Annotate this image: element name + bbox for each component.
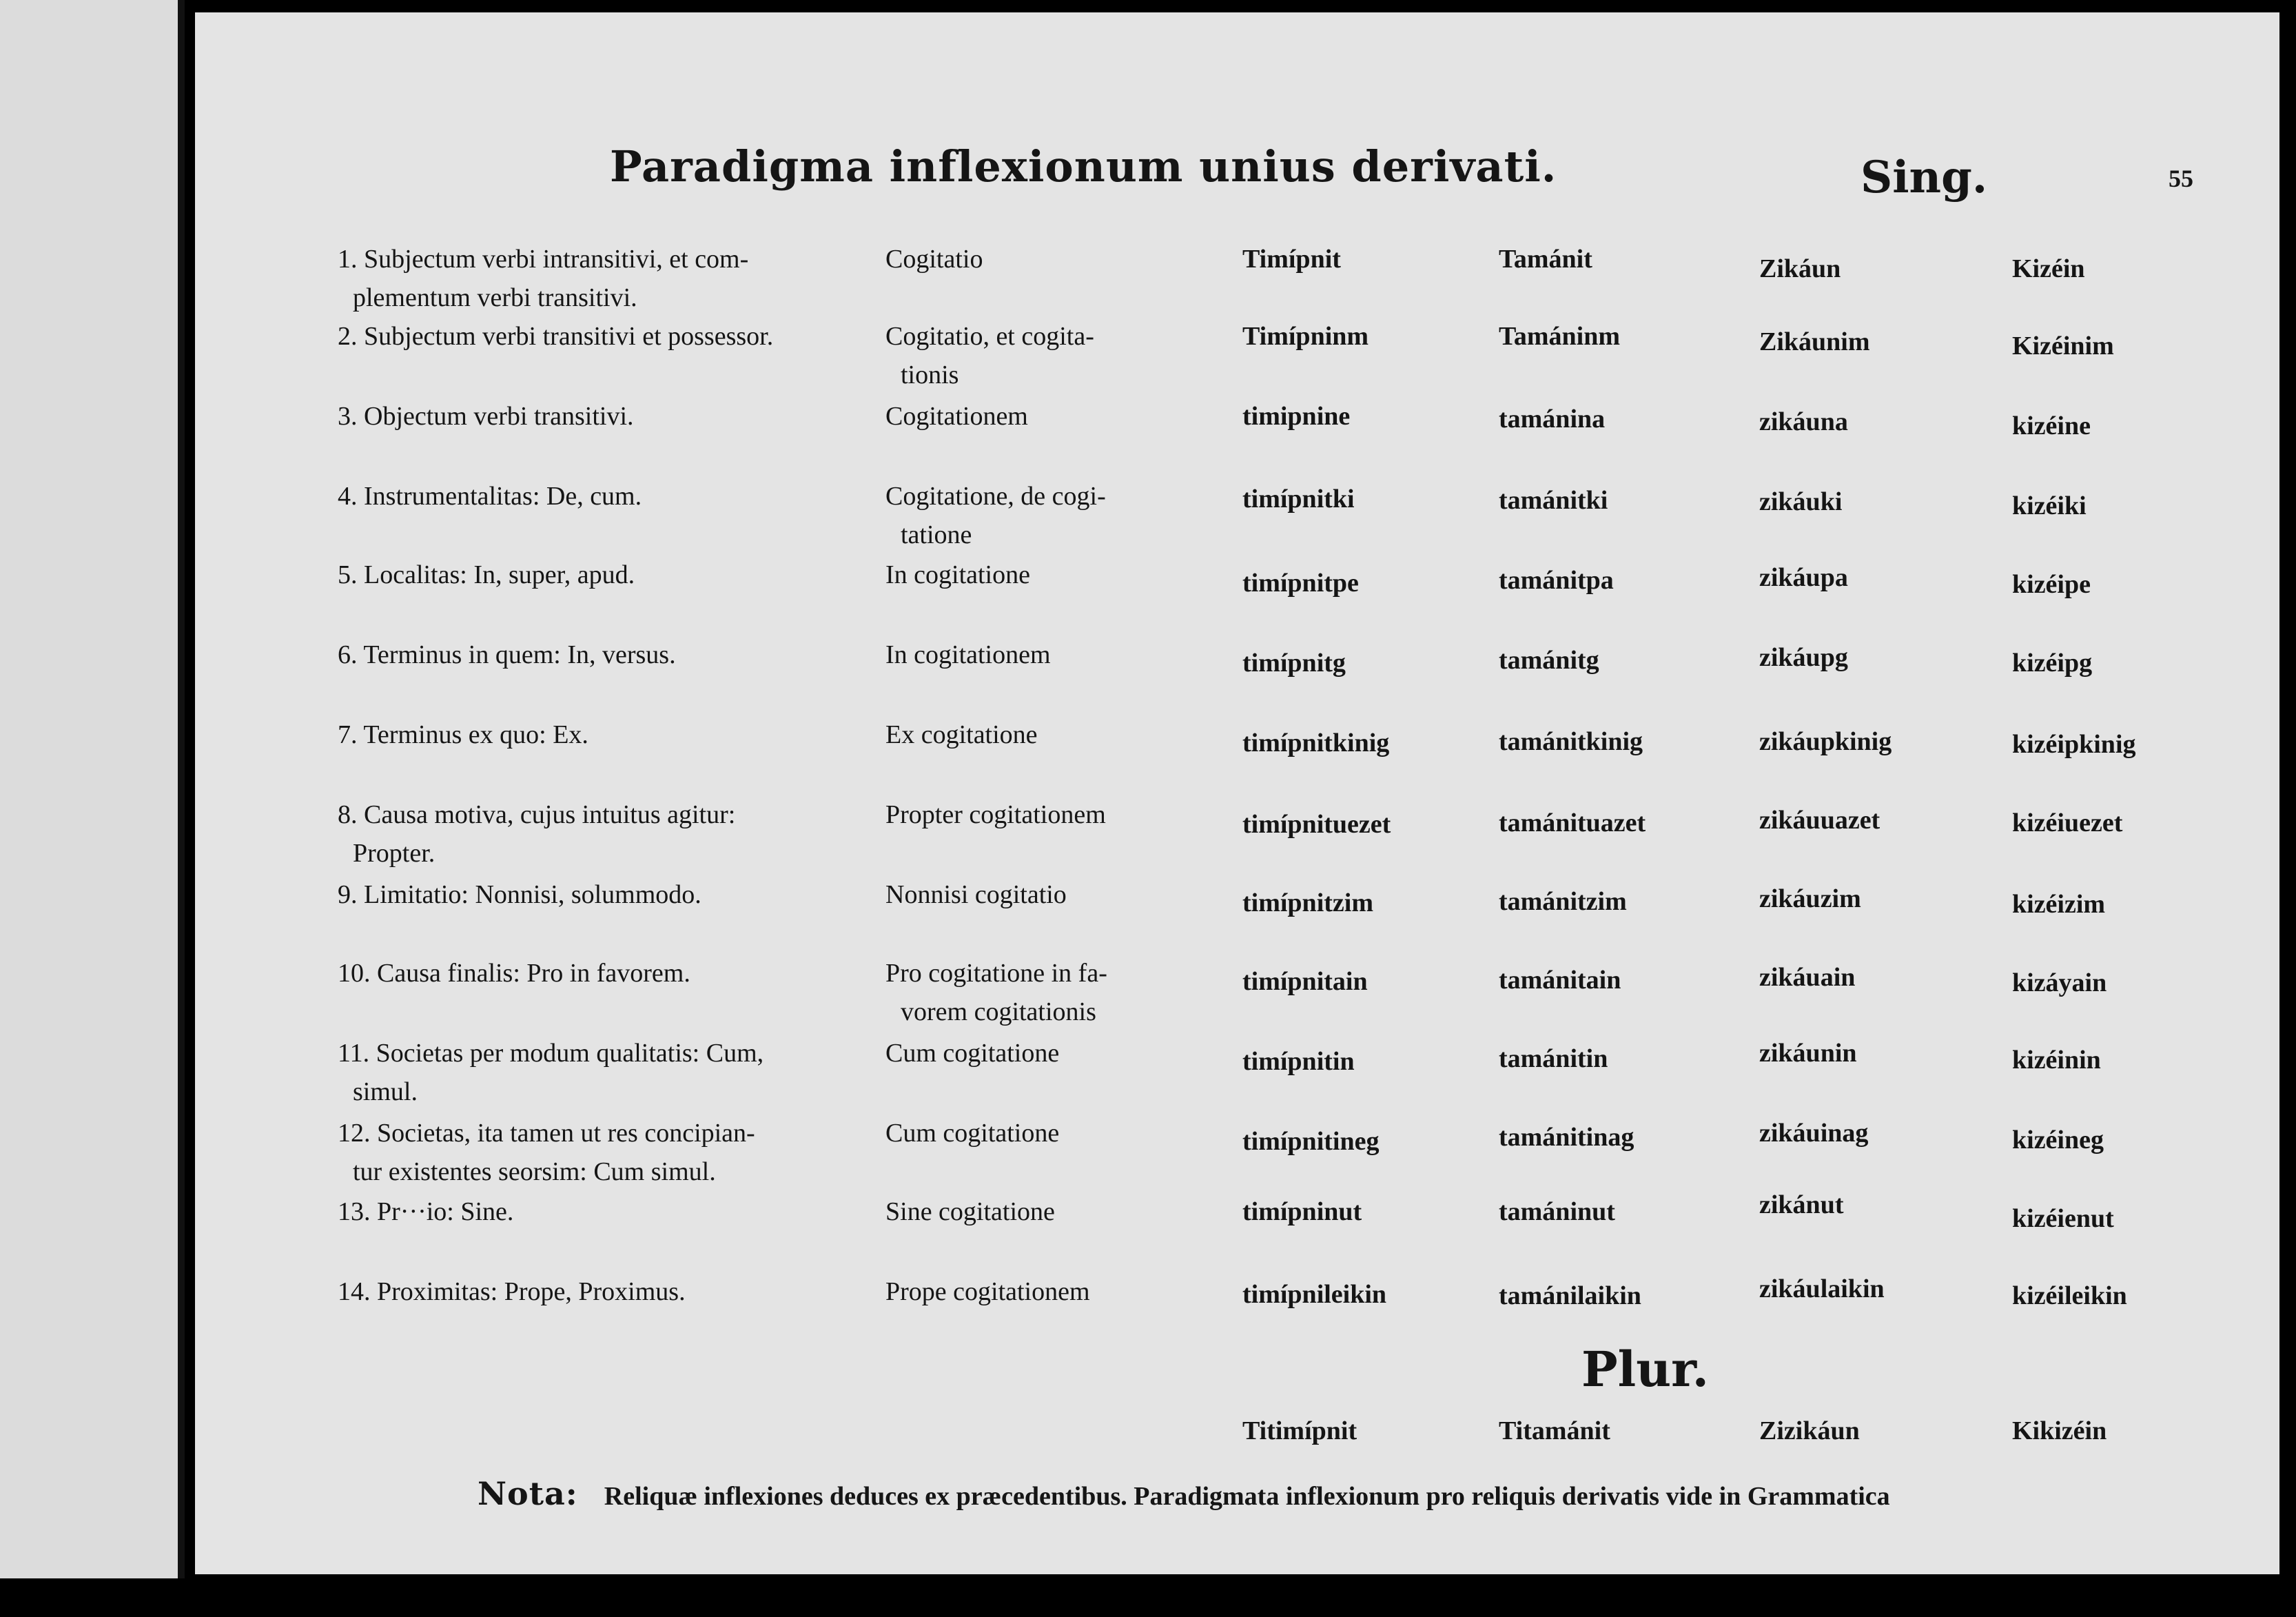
latin-gloss-line: Sine cogitatione <box>885 1197 1055 1226</box>
case-description <box>338 1114 755 1191</box>
latin-gloss-line: Cogitatio <box>885 245 983 274</box>
case-description-line: 3. Objectum verbi transitivi. <box>338 402 634 431</box>
form-cell: tamánitinag <box>1499 1123 1634 1152</box>
form-cell: zikáuuazet <box>1759 806 1880 835</box>
case-description-line: 9. Limitatio: Nonnisi, solummodo. <box>338 880 701 909</box>
form-cell: timipnine <box>1242 402 1351 431</box>
latin-gloss-line: Cum cogitatione <box>885 1119 1060 1148</box>
latin-gloss <box>885 954 1107 1031</box>
form-cell: zikáupa <box>1759 563 1848 592</box>
form-cell: zikáunin <box>1759 1039 1857 1068</box>
form-cell: tamánitki <box>1499 486 1608 515</box>
latin-gloss <box>885 875 1067 914</box>
latin-gloss-line: Pro cogitatione in fa- <box>885 959 1107 988</box>
form-cell: kizéinin <box>2012 1046 2101 1075</box>
plural-form-1: Titimípnit <box>1242 1416 1357 1445</box>
form-cell: kizéine <box>2012 411 2091 440</box>
case-description <box>338 1034 763 1111</box>
latin-gloss <box>885 317 1094 394</box>
form-cell: timípnileikin <box>1242 1280 1387 1309</box>
form-cell: tamánina <box>1499 405 1606 434</box>
latin-gloss-line: Prope cogitationem <box>885 1277 1090 1306</box>
case-description-line: 1. Subjectum verbi intransitivi, et com- <box>338 245 749 274</box>
latin-gloss-line: Cogitatione, de cogi- <box>885 482 1106 511</box>
latin-gloss-line: Propter cogitationem <box>885 800 1106 829</box>
form-cell: kizáyain <box>2012 968 2107 997</box>
case-description <box>338 875 701 914</box>
case-description-line: Propter. <box>353 839 435 868</box>
form-cell: Kizéinim <box>2012 332 2114 360</box>
case-description-line: 5. Localitas: In, super, apud. <box>338 560 635 589</box>
latin-gloss <box>885 1034 1059 1072</box>
latin-gloss-line: Cum cogitatione <box>885 1039 1060 1068</box>
page-number: 55 <box>2169 165 2193 192</box>
latin-gloss-line: Cogitatio, et cogita- <box>885 322 1094 351</box>
form-cell: zikáulaikin <box>1759 1274 1885 1303</box>
plural-form-3: Zizikáun <box>1759 1416 1860 1445</box>
form-cell: kizéileikin <box>2012 1281 2127 1310</box>
form-cell: timípnitzim <box>1242 888 1373 917</box>
form-cell: timípnitkinig <box>1242 729 1390 757</box>
form-cell: kizéipg <box>2012 649 2093 678</box>
case-description-line: 14. Proximitas: Prope, Proximus. <box>338 1277 686 1306</box>
footnote <box>478 1475 1890 1512</box>
latin-gloss-line: Nonnisi cogitatio <box>885 880 1067 909</box>
case-description <box>338 397 634 436</box>
latin-gloss <box>885 795 1106 834</box>
form-cell: zikáupkinig <box>1759 727 1892 756</box>
latin-gloss-line: In cogitatione <box>885 560 1030 589</box>
form-cell: zikáuzim <box>1759 884 1861 913</box>
latin-gloss-line: Ex cogitatione <box>885 720 1038 749</box>
case-description-line: 2. Subjectum verbi transitivi et possessor. <box>338 322 774 351</box>
form-cell: tamánilaikin <box>1499 1281 1641 1310</box>
note-label: Nota: <box>478 1475 578 1512</box>
latin-gloss <box>885 477 1106 554</box>
form-cell: zikánut <box>1759 1190 1844 1219</box>
latin-gloss <box>885 1272 1090 1311</box>
form-cell: timípnituezet <box>1242 810 1391 839</box>
case-description-line: 13. Pr···io: Sine. <box>338 1197 514 1226</box>
form-cell: tamánituazet <box>1499 808 1646 837</box>
form-cell: Tamánit <box>1499 245 1592 274</box>
latin-gloss-line: vorem cogitationis <box>901 997 1096 1026</box>
form-cell: kizéiki <box>2012 491 2087 520</box>
form-cell: Zikáunim <box>1759 327 1870 356</box>
case-description-line: 12. Societas, ita tamen ut res concipian- <box>338 1119 755 1148</box>
plural-form-2: Titamánit <box>1499 1416 1610 1445</box>
form-cell: zikáuna <box>1759 407 1848 436</box>
case-description <box>338 954 690 993</box>
form-cell: tamánitin <box>1499 1044 1608 1073</box>
case-description-line: 10. Causa finalis: Pro in favorem. <box>338 959 690 988</box>
page-title: Paradigma inflexionum unius derivati. <box>610 141 1557 192</box>
latin-gloss <box>885 1192 1055 1231</box>
form-cell: Timípnit <box>1242 245 1341 274</box>
latin-gloss <box>885 715 1038 754</box>
form-cell: kizéiuezet <box>2012 808 2123 837</box>
case-description-line: 11. Societas per modum qualitatis: Cum, <box>338 1039 764 1068</box>
latin-gloss-line: Cogitationem <box>885 402 1028 431</box>
note-text: Reliquæ inflexiones deduces ex præcedentibus. Paradigmata inflexionum pro reliquis derivatis vide in Grammatica <box>604 1482 1890 1511</box>
form-cell: kizéienut <box>2012 1204 2114 1233</box>
case-description-line: tur existentes seorsim: Cum simul. <box>353 1157 716 1186</box>
case-description <box>338 1192 513 1231</box>
form-cell: tamánitzim <box>1499 887 1627 916</box>
form-cell: timípnitg <box>1242 649 1346 678</box>
case-description <box>338 477 642 516</box>
case-description <box>338 635 676 674</box>
latin-gloss <box>885 556 1030 594</box>
form-cell: kizéipe <box>2012 570 2091 599</box>
form-cell: zikáuki <box>1759 487 1843 516</box>
singular-heading: Sing. <box>1861 152 1988 203</box>
case-description <box>338 240 748 317</box>
form-cell: tamánitkinig <box>1499 727 1643 756</box>
case-description-line: 8. Causa motiva, cujus intuitus agitur: <box>338 800 736 829</box>
case-description-line: 7. Terminus ex quo: Ex. <box>338 720 588 749</box>
form-cell: kizéipkinig <box>2012 730 2136 759</box>
facing-page-edge <box>0 0 185 1578</box>
form-cell: timípnitpe <box>1242 569 1359 598</box>
latin-gloss-line: In cogitationem <box>885 640 1051 669</box>
latin-gloss <box>885 240 983 278</box>
form-cell: timípnitineg <box>1242 1127 1380 1156</box>
plural-form-4: Kikizéin <box>2012 1416 2107 1445</box>
case-description <box>338 715 588 754</box>
case-description-line: 4. Instrumentalitas: De, cum. <box>338 482 642 511</box>
form-cell: tamáninut <box>1499 1197 1615 1226</box>
case-description <box>338 556 635 594</box>
latin-gloss-line: tionis <box>901 360 959 389</box>
form-cell: kizéizim <box>2012 890 2106 919</box>
form-cell: tamánitain <box>1499 966 1621 995</box>
case-description-line: simul. <box>353 1077 418 1106</box>
form-cell: tamánitg <box>1499 646 1599 675</box>
case-description-line: plementum verbi transitivi. <box>353 283 637 312</box>
latin-gloss-line: tatione <box>901 520 972 549</box>
form-cell: Kizéin <box>2012 254 2085 283</box>
form-cell: timípnitain <box>1242 967 1368 996</box>
form-cell: tamánitpa <box>1499 566 1614 595</box>
form-cell: zikáuinag <box>1759 1119 1869 1148</box>
form-cell: zikáupg <box>1759 643 1848 672</box>
form-cell: Zikáun <box>1759 254 1841 283</box>
case-description-line: 6. Terminus in quem: In, versus. <box>338 640 676 669</box>
form-cell: kizéineg <box>2012 1126 2104 1155</box>
form-cell: Timípninm <box>1242 322 1369 351</box>
form-cell: zikáuain <box>1759 963 1856 992</box>
case-description <box>338 795 735 873</box>
latin-gloss <box>885 397 1028 436</box>
form-cell: timípninut <box>1242 1197 1362 1226</box>
plural-heading: Plur. <box>1581 1341 1709 1398</box>
case-description <box>338 317 773 356</box>
latin-gloss <box>885 1114 1059 1152</box>
latin-gloss <box>885 635 1051 674</box>
case-description <box>338 1272 686 1311</box>
form-cell: timípnitin <box>1242 1047 1355 1076</box>
form-cell: timípnitki <box>1242 485 1355 513</box>
form-cell: Tamáninm <box>1499 322 1620 351</box>
